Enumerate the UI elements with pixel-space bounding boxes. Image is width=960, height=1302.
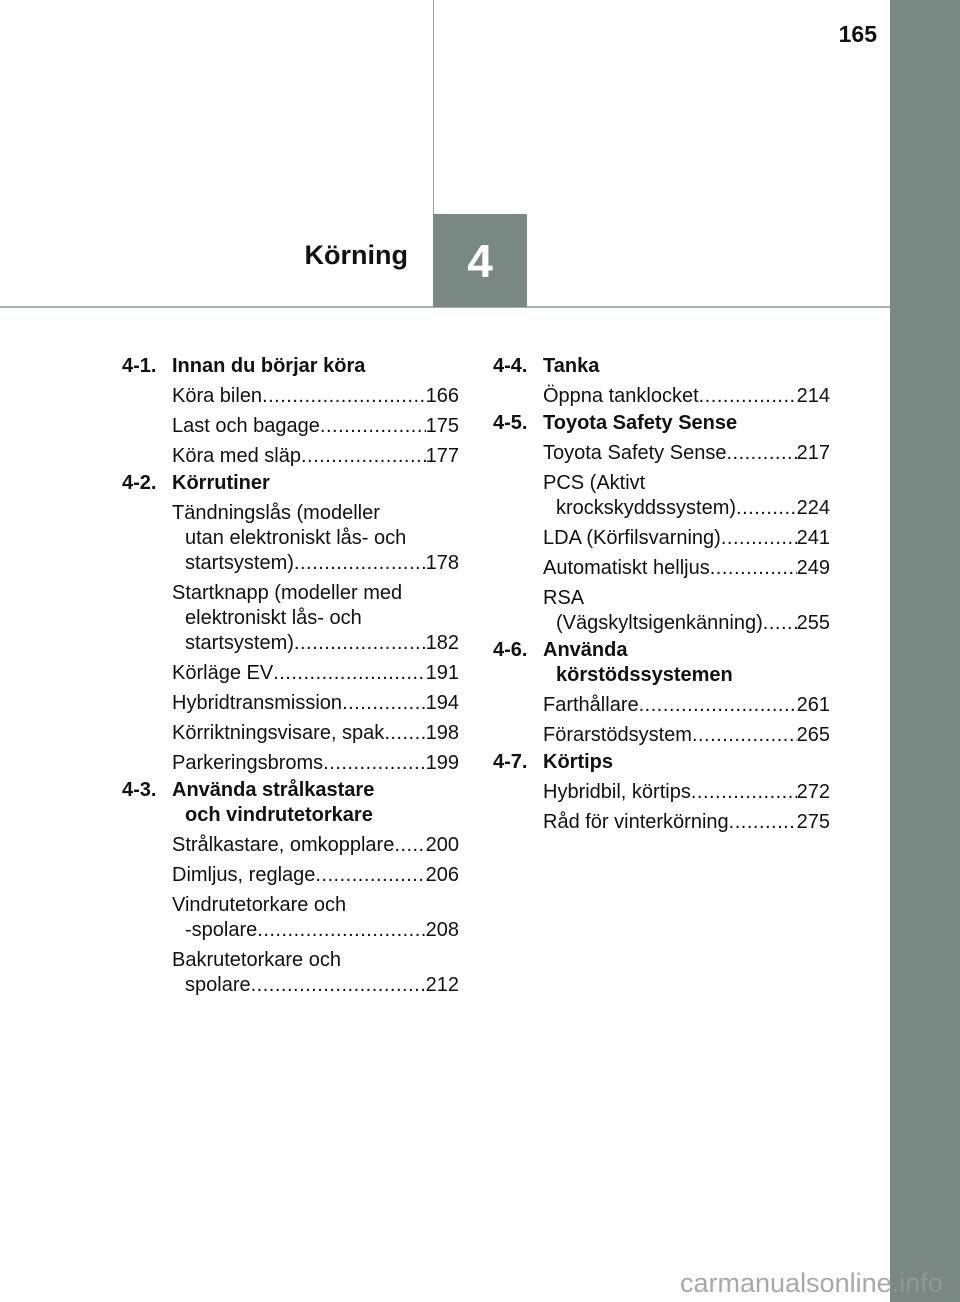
section-title (172, 778, 374, 828)
entry-text: Köra bilen (172, 385, 263, 407)
entry-text: PCS (Aktivt (543, 472, 646, 494)
entry-line (172, 444, 459, 469)
entry-page-number[interactable]: 178 (425, 552, 459, 574)
toc-section (122, 471, 459, 776)
toc-entry[interactable] (122, 656, 459, 686)
entry-line (543, 556, 830, 581)
toc-entry[interactable] (493, 775, 830, 805)
entry-text: Toyota Safety Sense (543, 442, 727, 464)
dot-leader (323, 751, 425, 776)
toc-entry[interactable] (493, 581, 830, 636)
entry-line (543, 441, 830, 466)
dot-leader (251, 973, 426, 998)
entry-text: Tändningslås (modeller (172, 502, 380, 524)
entry-line (172, 948, 459, 973)
entry-text: Körriktningsvisare, spak (172, 722, 385, 744)
entry-line (543, 780, 830, 805)
entry-page-number[interactable]: 198 (425, 722, 459, 744)
entry-page-number[interactable]: 166 (425, 385, 459, 407)
entry-page-number[interactable]: 194 (425, 692, 459, 714)
entry-line (172, 691, 459, 716)
entry-page-number[interactable]: 224 (796, 497, 830, 519)
entry-text: Förarstödsystem (543, 724, 692, 746)
toc-entry[interactable] (122, 379, 459, 409)
entry-text: Farthållare (543, 694, 639, 716)
watermark: carmanualsonline.info (680, 1268, 943, 1298)
entry-line (172, 918, 459, 943)
section-number: 4-3. (122, 779, 157, 801)
section-heading[interactable] (122, 354, 459, 379)
toc-entry[interactable] (493, 436, 830, 466)
section-title (543, 750, 613, 775)
dot-leader (721, 526, 797, 551)
vertical-divider (433, 0, 434, 215)
entry-line (543, 471, 830, 496)
dot-leader (342, 691, 426, 716)
section-title-line: och vindrutetorkare (185, 804, 373, 826)
toc-section (122, 354, 459, 469)
dot-leader (726, 441, 796, 466)
entry-page-number[interactable]: 272 (796, 781, 830, 803)
entry-text: LDA (Körfilsvarning) (543, 527, 721, 549)
entry-line (543, 693, 830, 718)
entry-text: spolare (185, 974, 251, 996)
entry-page-number[interactable]: 177 (425, 445, 459, 467)
toc-entry[interactable] (493, 805, 830, 835)
entry-text: -spolare (185, 919, 258, 941)
section-title (172, 471, 270, 496)
entry-page-number[interactable]: 265 (796, 724, 830, 746)
dot-leader (639, 693, 797, 718)
section-title (543, 354, 599, 379)
entry-line (172, 721, 459, 746)
toc-entry[interactable] (493, 466, 830, 521)
entry-line (172, 661, 459, 686)
dot-leader (301, 444, 426, 469)
entry-page-number[interactable]: 208 (425, 919, 459, 941)
entry-line (172, 893, 459, 918)
entry-page-number[interactable]: 175 (425, 415, 459, 437)
dot-leader (729, 810, 797, 835)
dot-leader (384, 721, 425, 746)
entry-page-number[interactable]: 199 (425, 752, 459, 774)
toc-entry[interactable] (122, 746, 459, 776)
dot-leader (273, 661, 425, 686)
dot-leader (710, 556, 797, 581)
entry-text: elektroniskt lås- och (185, 607, 362, 629)
entry-line (172, 581, 459, 606)
entry-text: Dimljus, reglage (172, 864, 316, 886)
toc-entry[interactable] (493, 688, 830, 718)
entry-line (543, 384, 830, 409)
page-number: 165 (838, 21, 877, 47)
entry-page-number[interactable]: 182 (425, 632, 459, 654)
toc-column-right (493, 352, 830, 835)
entry-line (172, 526, 459, 551)
toc-entry[interactable] (493, 379, 830, 409)
entry-line (172, 384, 459, 409)
section-heading[interactable] (493, 411, 830, 436)
entry-line (172, 606, 459, 631)
entry-line (543, 611, 830, 636)
section-heading[interactable] (493, 638, 830, 688)
toc-entry[interactable] (493, 521, 830, 551)
toc-entry[interactable] (122, 496, 459, 576)
entry-page-number[interactable]: 255 (796, 612, 830, 634)
dot-leader (692, 723, 797, 748)
section-title-line: Körrutiner (172, 472, 270, 494)
entry-line (543, 526, 830, 551)
toc-entry[interactable] (122, 888, 459, 943)
chapter-sidebar-tab (890, 0, 960, 1302)
section-title-line: Tanka (543, 355, 600, 377)
entry-page-number[interactable]: 249 (796, 557, 830, 579)
entry-text: Vindrutetorkare och (172, 894, 347, 916)
dot-leader (294, 551, 426, 576)
section-number: 4-6. (493, 639, 528, 661)
section-heading[interactable] (493, 750, 830, 775)
entry-line (543, 723, 830, 748)
entry-text: Öppna tanklocket (543, 385, 699, 407)
entry-page-number[interactable]: 200 (425, 834, 459, 856)
entry-line (172, 631, 459, 656)
entry-line (172, 751, 459, 776)
section-heading[interactable] (122, 778, 459, 828)
dot-leader (262, 384, 426, 409)
section-title-line: Använda (543, 639, 628, 661)
entry-page-number[interactable]: 212 (425, 974, 459, 996)
entry-text: Automatiskt helljus (543, 557, 710, 579)
toc-entry[interactable] (493, 551, 830, 581)
dot-leader (320, 414, 426, 439)
toc-section (493, 354, 830, 409)
dot-leader (763, 611, 797, 636)
entry-line (543, 586, 830, 611)
entry-text: Råd för vinterkörning (543, 811, 729, 833)
toc-entry[interactable] (122, 409, 459, 439)
toc-section (122, 778, 459, 998)
entry-page-number[interactable]: 206 (425, 864, 459, 886)
toc-column-left (122, 352, 459, 998)
entry-text: Startknapp (modeller med (172, 582, 403, 604)
dot-leader (294, 631, 426, 656)
section-number: 4-2. (122, 472, 157, 494)
entry-line (172, 551, 459, 576)
chapter-title: Körning (304, 240, 408, 270)
section-number: 4-1. (122, 355, 157, 377)
entry-page-number[interactable]: 217 (796, 442, 830, 464)
toc-section (493, 638, 830, 748)
entry-line (172, 833, 459, 858)
entry-text: Last och bagage (172, 415, 320, 437)
dot-leader (736, 496, 797, 521)
entry-line (543, 496, 830, 521)
dot-leader (394, 833, 425, 858)
section-heading[interactable] (493, 354, 830, 379)
toc-entry[interactable] (122, 943, 459, 998)
entry-text: Hybridbil, körtips (543, 781, 691, 803)
dot-leader (699, 384, 797, 409)
entry-page-number[interactable]: 241 (796, 527, 830, 549)
entry-text: Strålkastare, omkopplare (172, 834, 395, 856)
entry-page-number[interactable]: 275 (796, 811, 830, 833)
entry-line (172, 414, 459, 439)
toc-entry[interactable] (122, 716, 459, 746)
section-title (543, 411, 737, 436)
section-number: 4-7. (493, 751, 528, 773)
entry-text: Parkeringsbroms (172, 752, 324, 774)
toc-section (493, 750, 830, 835)
chapter-number-box: 4 (433, 214, 527, 307)
entry-text: (Vägskyltsigenkänning) (556, 612, 763, 634)
entry-text: krockskyddssystem) (556, 497, 737, 519)
entry-line (172, 973, 459, 998)
entry-line (172, 863, 459, 888)
toc-entry[interactable] (122, 686, 459, 716)
toc-entry[interactable] (122, 439, 459, 469)
toc-entry[interactable] (493, 718, 830, 748)
entry-line (543, 810, 830, 835)
toc-entry[interactable] (122, 828, 459, 858)
toc-entry[interactable] (122, 576, 459, 656)
section-title-line: Använda strålkastare (172, 779, 375, 801)
entry-text: Bakrutetorkare och (172, 949, 341, 971)
section-title-line: Innan du börjar köra (172, 355, 366, 377)
entry-text: startsystem) (185, 552, 294, 574)
section-heading[interactable] (122, 471, 459, 496)
entry-text: Körläge EV (172, 662, 274, 684)
entry-text: Hybridtransmission (172, 692, 343, 714)
entry-line (172, 501, 459, 526)
dot-leader (315, 863, 425, 888)
toc-entry[interactable] (122, 858, 459, 888)
entry-page-number[interactable]: 214 (796, 385, 830, 407)
entry-text: Köra med släp (172, 445, 301, 467)
entry-page-number[interactable]: 191 (425, 662, 459, 684)
section-title (172, 354, 365, 379)
entry-text: startsystem) (185, 632, 294, 654)
section-number: 4-4. (493, 355, 528, 377)
section-title-line: körstödssystemen (556, 664, 733, 686)
dot-leader (257, 918, 425, 943)
section-title-line: Toyota Safety Sense (543, 412, 738, 434)
toc-section (493, 411, 830, 636)
entry-page-number[interactable]: 261 (796, 694, 830, 716)
section-title-line: Körtips (543, 751, 613, 773)
dot-leader (691, 780, 797, 805)
entry-text: utan elektroniskt lås- och (185, 527, 407, 549)
section-title (543, 638, 733, 688)
entry-text: RSA (543, 587, 585, 609)
section-number: 4-5. (493, 412, 528, 434)
